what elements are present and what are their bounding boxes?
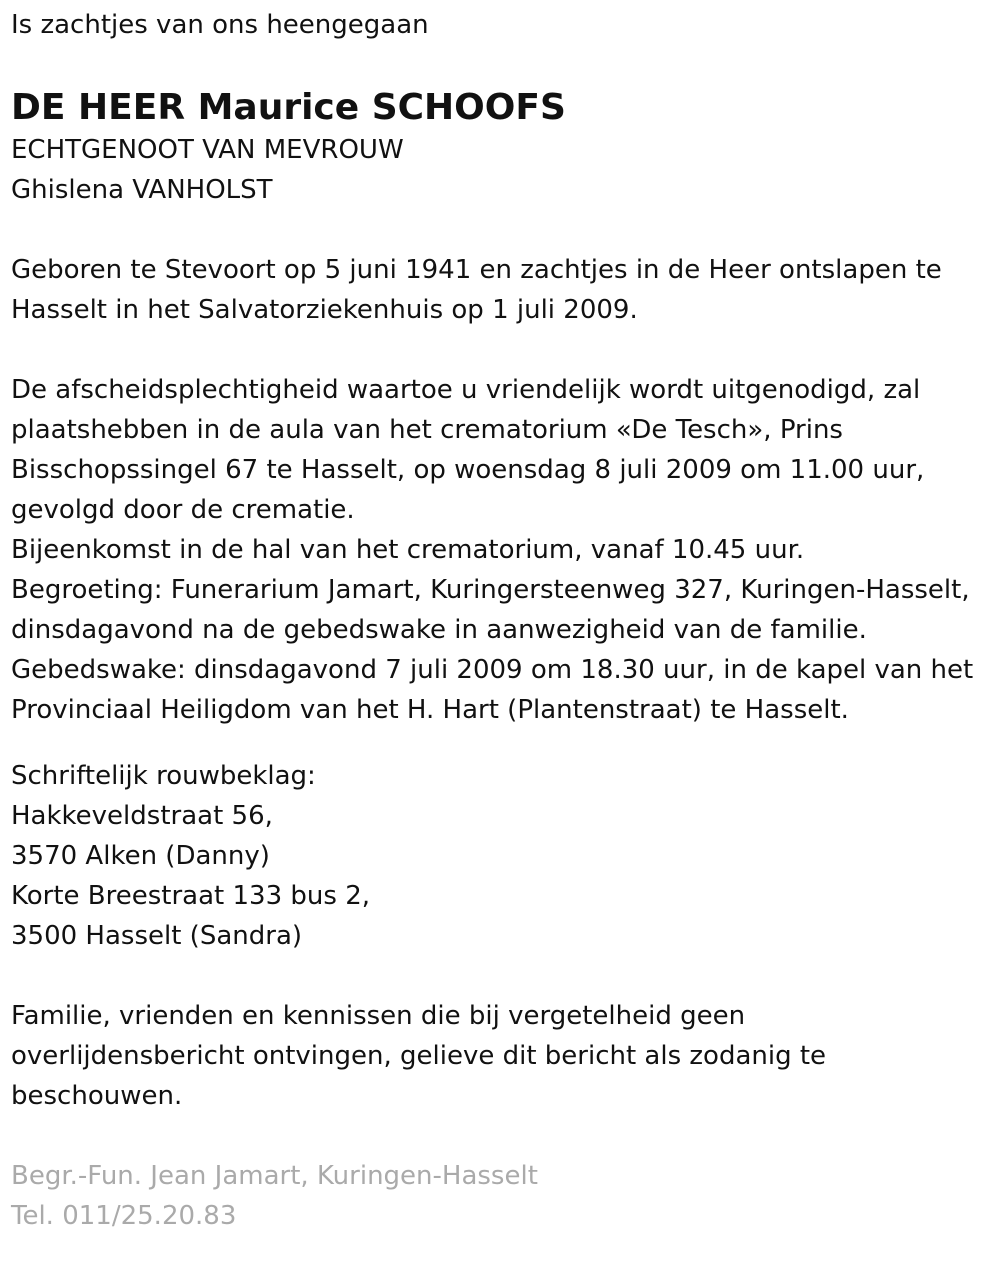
spacer	[11, 730, 996, 756]
closing-line-1: Familie, vrienden en kennissen die bij vergetelheid geen	[11, 1001, 746, 1031]
ceremony-line-4: gevolgd door de crematie.	[11, 495, 355, 525]
birth-death-line-1: Geboren te Stevoort op 5 juni 1941 en zachtjes in de Heer ontslapen te	[11, 255, 942, 285]
condolences-address-2: 3570 Alken (Danny)	[11, 841, 270, 871]
spacer	[11, 1116, 996, 1156]
spacer	[11, 330, 996, 370]
spacer	[11, 210, 996, 250]
intro-text: Is zachtjes van ons heengegaan	[11, 10, 429, 40]
ceremony-line-9: Provinciaal Heiligdom van het H. Hart (Plantenstraat) te Hasselt.	[11, 695, 849, 725]
ceremony-line-2: plaatshebben in de aula van het crematorium «De Tesch», Prins	[11, 415, 843, 445]
ceremony-line-3: Bisschopssingel 67 te Hasselt, op woensdag 8 juli 2009 om 11.00 uur,	[11, 455, 925, 485]
ceremony-line-5: Bijeenkomst in de hal van het crematorium, vanaf 10.45 uur.	[11, 535, 805, 565]
birth-death-line-2: Hasselt in het Salvatorziekenhuis op 1 juli 2009.	[11, 295, 638, 325]
spouse-line-2: Ghislena VANHOLST	[11, 175, 273, 205]
condolences-address-3: Korte Breestraat 133 bus 2,	[11, 881, 370, 911]
condolences-address-4: 3500 Hasselt (Sandra)	[11, 921, 303, 951]
ceremony-line-7: dinsdagavond na de gebedswake in aanwezigheid van de familie.	[11, 615, 867, 645]
funeral-director: Begr.-Fun. Jean Jamart, Kuringen-Hasselt	[11, 1161, 538, 1191]
obituary-notice	[11, 0, 996, 1236]
closing-line-3: beschouwen.	[11, 1081, 183, 1111]
funeral-director-phone: Tel. 011/25.20.83	[11, 1201, 237, 1231]
ceremony-line-8: Gebedswake: dinsdagavond 7 juli 2009 om 18.30 uur, in de kapel van het	[11, 655, 974, 685]
condolences-heading: Schriftelijk rouwbeklag:	[11, 761, 316, 791]
ceremony-line-1: De afscheidsplechtigheid waartoe u vriendelijk wordt uitgenodigd, zal	[11, 375, 921, 405]
condolences-address-1: Hakkeveldstraat 56,	[11, 801, 273, 831]
deceased-name: DE HEER Maurice SCHOOFS	[11, 87, 566, 128]
spouse-line-1: ECHTGENOOT VAN MEVROUW	[11, 135, 404, 165]
spacer	[11, 956, 996, 996]
ceremony-line-6: Begroeting: Funerarium Jamart, Kuringersteenweg 327, Kuringen-Hasselt,	[11, 575, 970, 605]
closing-line-2: overlijdensbericht ontvingen, gelieve dit bericht als zodanig te	[11, 1041, 827, 1071]
